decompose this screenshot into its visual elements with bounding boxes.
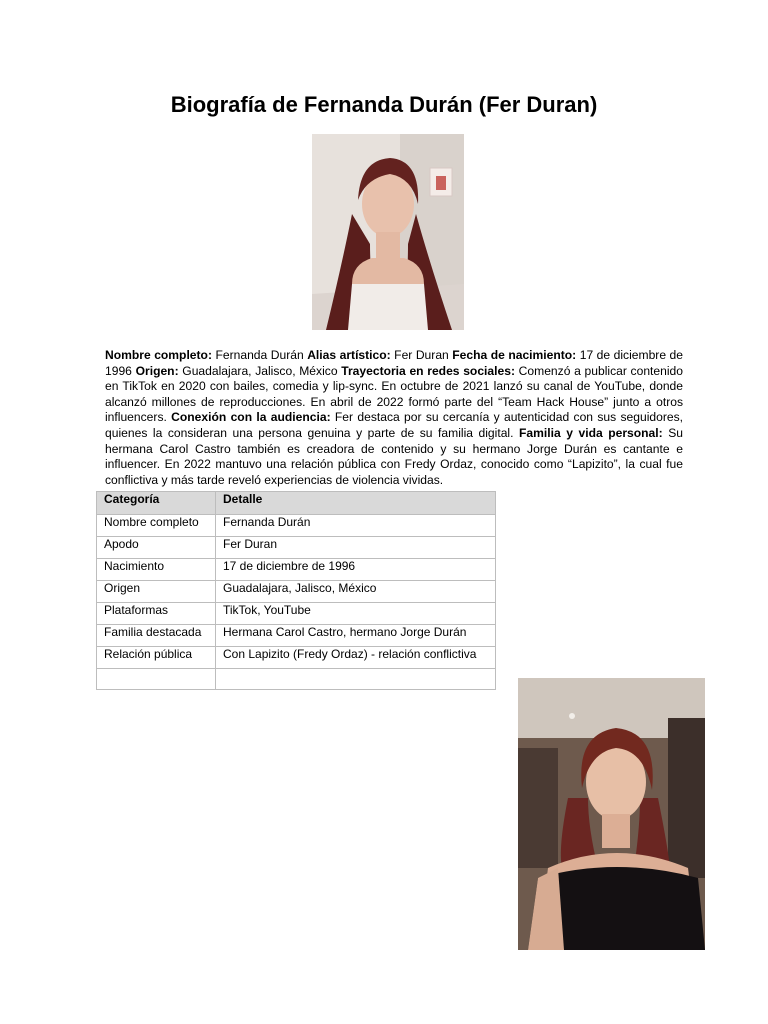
table-cell-category: Relación pública [97,647,216,669]
table-cell-empty [216,669,496,690]
table-cell-detail: Fer Duran [216,537,496,559]
bio-label-fecha: Fecha de nacimiento: [452,348,577,362]
bio-text-conexion: Fer destaca por su cercanía y autenticidad con sus seguidores, quienes la consideran una persona genuina y parte de su familia digital. [105,410,683,440]
page-title: Biografía de Fernanda Durán (Fer Duran) [170,92,598,117]
bio-label-trayectoria: Trayectoria en redes sociales: [341,363,515,378]
table-row [97,515,496,537]
table-cell-category: Apodo [97,537,216,559]
summary-table [96,491,496,690]
table-row [97,625,496,647]
bio-text-nombre: Fernanda Durán [211,348,308,362]
table-cell-category: Origen [97,581,216,603]
table-cell-detail: Fernanda Durán [216,515,496,537]
table-row-empty [97,669,496,690]
table-cell-category: Nacimiento [97,559,216,581]
bio-text-trayectoria: Comenzó a publicar contenido en TikTok en 2020 con bailes, comedia y lip-sync. En octubre de 2021 lanzó su canal de YouTube, donde alcanzó millones de reproducciones. En abril de 2022 formó parte del “Team Hack House” junto a otros influencers. [105,363,684,425]
table-header-detalle: Detalle [216,492,496,515]
table-row [97,581,496,603]
bio-label-familia: Familia y vida personal: [519,425,663,440]
portrait-photo-1 [312,134,464,330]
bio-label-nombre: Nombre completo: [105,348,212,362]
table-cell-detail: 17 de diciembre de 1996 [216,559,496,581]
table-cell-empty [97,669,216,690]
bio-text-alias: Fer Duran [390,348,453,362]
table-header-row [97,492,496,515]
table-row [97,537,496,559]
table-cell-category: Familia destacada [97,625,216,647]
table-cell-detail: Hermana Carol Castro, hermano Jorge Durán [216,625,496,647]
bio-text-origen: Guadalajara, Jalisco, México [178,363,342,378]
table-cell-category: Plataformas [97,603,216,625]
table-row [97,559,496,581]
table-cell-detail: Guadalajara, Jalisco, México [216,581,496,603]
bio-label-conexion: Conexión con la audiencia: [171,410,331,425]
bio-label-alias: Alias artístico: [307,348,391,362]
bio-text-familia: Su hermana Carol Castro también es creadora de contenido y su hermano Jorge Durán es cantante e influencer. En 2022 mantuvo una relación pública con Fredy Ordaz, conocido como “Lapizito”, la cual fue conflictiva y más tarde reveló experiencias de violencia vividas. [105,425,683,487]
portrait-photo-2 [518,678,705,950]
biography-paragraph [105,348,683,488]
bio-label-origen: Origen: [135,363,179,378]
table-cell-detail: TikTok, YouTube [216,603,496,625]
table-cell-detail: Con Lapizito (Fredy Ordaz) - relación conflictiva [216,647,496,669]
table-header-categoria: Categoría [97,492,216,515]
table-row [97,647,496,669]
table-row [97,603,496,625]
bio-text-fecha: 17 de diciembre de 1996 [105,348,683,378]
table-cell-category: Nombre completo [97,515,216,537]
